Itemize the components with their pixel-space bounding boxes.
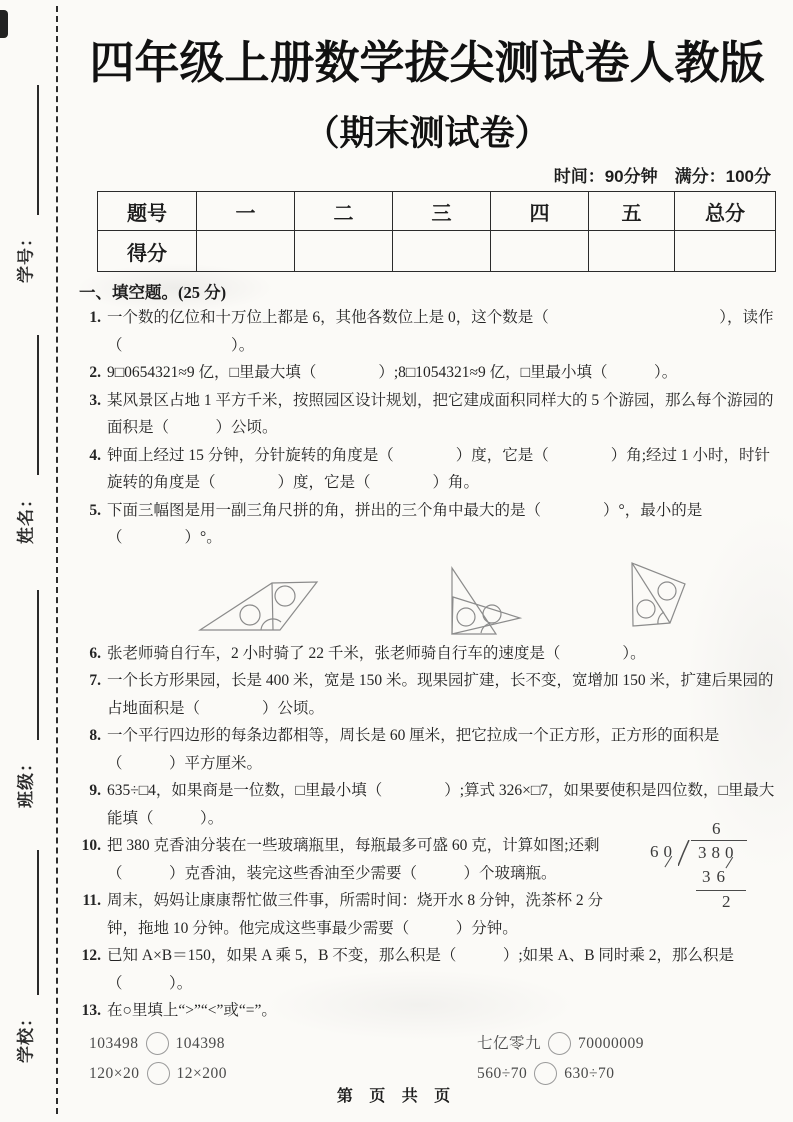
- comparison-exercises: [89, 1029, 749, 1089]
- score-cell-empty: [393, 231, 491, 272]
- score-table: [97, 191, 776, 272]
- set-square-figure-1: [200, 582, 317, 630]
- scan-smudge: [0, 10, 8, 38]
- question-number: 9.: [89, 782, 101, 799]
- score-table-col-total: 总分: [675, 192, 776, 231]
- question-text: 635÷□4，如果商是一位数，□里最小填（ ）;算式 326×□7，如果要使积是四位数，□里最大能填（ ）。: [107, 782, 775, 827]
- binding-dashed-line: [56, 6, 58, 1114]
- question-5: [77, 497, 777, 552]
- question-text: 一个长方形果园，长是 400 米，宽是 150 米。现果园扩建，长不变，宽增加 150 米，扩建后果园的占地面积是（ ）公顷。: [107, 672, 774, 717]
- question-number: 7.: [89, 672, 101, 689]
- question-number: 8.: [89, 727, 101, 744]
- question-1: [77, 304, 777, 359]
- angle-circle: [637, 600, 655, 618]
- angle-circle: [240, 605, 260, 625]
- question-text: 9□0654321≈9 亿，□里最大填（ ）;8□1054321≈9 亿，□里最小填（ ）。: [107, 364, 678, 381]
- score-cell-empty: [295, 231, 393, 272]
- long-division-divisor: 60: [650, 842, 677, 861]
- question-7: [77, 667, 777, 722]
- question-number: 11.: [82, 892, 101, 909]
- section-heading-points: (25 分): [178, 283, 227, 302]
- question-text: 把 380 克香油分装在一些玻璃瓶里，每瓶最多可盛 60 克，计算如图;还剩（ ）克香油，装完这些香油至少需要（ ）个玻璃瓶。: [107, 837, 600, 882]
- question-number: 1.: [89, 309, 101, 326]
- question-number: 3.: [89, 391, 101, 409]
- question-3: [77, 387, 777, 442]
- angle-circle: [457, 608, 475, 626]
- question-text: 一个数的亿位和十万位上都是 6，其他各数位上是 0，这个数是（ ），读作（ ）。: [107, 309, 774, 354]
- question-number: 5.: [89, 501, 101, 519]
- long-division-main-row: [650, 840, 780, 866]
- comparison-right: 104398: [175, 1034, 225, 1052]
- score-table-col-2: 二: [295, 192, 393, 231]
- comparison-item: [89, 1029, 419, 1059]
- class-write-line: [37, 590, 39, 740]
- question-text: 某风景区占地 1 平方千米，按照园区设计规划，把它建成面积同样大的 5 个游园，那么每个游园的面积是（ ）公顷。: [107, 391, 774, 436]
- compare-circle-blank: [146, 1032, 169, 1055]
- question-12: [77, 942, 777, 997]
- school-write-line: [37, 850, 39, 995]
- question-number: 13.: [81, 1002, 101, 1019]
- angle-circle: [483, 605, 501, 623]
- compare-circle-blank: [147, 1062, 170, 1085]
- question-2: [77, 359, 777, 387]
- score-table-question-number-header: 题号: [98, 192, 197, 231]
- compare-circle-blank: [534, 1062, 557, 1085]
- long-division-dividend: 380: [691, 840, 747, 866]
- question-text: 一个平行四边形的每条边都相等，周长是 60 厘米，把它拉成一个正方形，正方形的面积是（ ）平方厘米。: [107, 727, 720, 772]
- angle-circle: [658, 582, 676, 600]
- long-division-quotient: 6: [712, 819, 727, 838]
- question-number: 4.: [89, 446, 101, 464]
- name-label: 姓名：: [16, 490, 36, 544]
- class-label: 班级：: [16, 754, 36, 808]
- section-heading-main: 一、填空题。: [79, 283, 178, 302]
- score-cell-empty: [589, 231, 675, 272]
- page-footer: 第 页 共 页: [336, 1088, 457, 1105]
- comparison-right: 12×200: [176, 1064, 227, 1082]
- question-number: 12.: [81, 947, 101, 964]
- struck-zero: 0: [725, 843, 739, 862]
- comparison-item: [419, 1029, 749, 1059]
- comparison-left: 103498: [89, 1034, 139, 1052]
- question-text: 在○里填上“>”“<”或“=”。: [107, 1002, 277, 1019]
- question-number: 10.: [81, 837, 101, 854]
- score-table-col-1: 一: [197, 192, 295, 231]
- question-8: [77, 722, 777, 777]
- long-division-subtrahend: 36: [696, 866, 746, 891]
- question-text: 张老师骑自行车，2 小时骑了 22 千米，张老师骑自行车的速度是（ ）。: [107, 644, 646, 662]
- long-division-figure: [650, 818, 780, 913]
- section-heading: [79, 281, 777, 304]
- question-text: 周末，妈妈让康康帮忙做三件事，所需时间：烧开水 8 分钟，洗茶杯 2 分钟，拖地 10 分钟。他完成这些事最少需要（ ）分钟。: [107, 892, 604, 937]
- exam-time-score-meta: 时间：90分钟 满分：100分: [553, 167, 771, 186]
- paper-content: [77, 0, 777, 1089]
- question-6: [77, 640, 777, 668]
- score-table-col-4: 四: [491, 192, 589, 231]
- score-table-header-row: [98, 192, 776, 231]
- question-number: 2.: [89, 364, 101, 381]
- question-13: [77, 997, 777, 1025]
- score-cell-empty: [197, 231, 295, 272]
- school-label: 学校：: [16, 1009, 36, 1063]
- division-bracket: [678, 840, 690, 866]
- set-square-figure-3: [632, 563, 685, 626]
- set-square-figure-2: [452, 568, 520, 634]
- compare-circle-blank: [548, 1032, 571, 1055]
- question-text: 下面三幅图是用一副三角尺拼的角，拼出的三个角中最大的是（ ）°，最小的是（ ）°。: [107, 501, 703, 546]
- score-table-score-header: 得分: [98, 231, 197, 272]
- angle-arc: [261, 618, 281, 629]
- score-table-col-5: 五: [589, 192, 675, 231]
- long-division-remainder: 2: [722, 892, 731, 911]
- score-table-score-row: [98, 231, 776, 272]
- comparison-left: 120×20: [89, 1064, 140, 1082]
- question-4: [77, 442, 777, 497]
- paper-title: 四年级上册数学拔尖测试卷人教版: [89, 37, 765, 88]
- comparison-left: 560÷70: [477, 1064, 528, 1082]
- comparison-left: 七亿零九: [477, 1034, 542, 1052]
- angle-arc: [658, 612, 664, 624]
- comparison-row: [89, 1029, 749, 1059]
- question-number: 6.: [89, 644, 101, 662]
- question-text: 钟面上经过 15 分钟，分针旋转的角度是（ ）度，它是（ ）角;经过 1 小时，时针旋转的角度是（ ）度，它是（ ）角。: [107, 446, 771, 491]
- comparison-right: 630÷70: [564, 1064, 615, 1082]
- paper-subtitle: （期末测试卷）: [304, 114, 550, 153]
- score-cell-empty: [675, 231, 776, 272]
- question-text: 已知 A×B＝150，如果 A 乘 5，B 不变，那么积是（ ）;如果 A、B 同时乘 2，那么积是（ ）。: [107, 947, 735, 992]
- name-write-line: [37, 335, 39, 475]
- angle-circle: [275, 586, 295, 606]
- comparison-right: 70000009: [578, 1034, 645, 1052]
- student-id-write-line: [37, 85, 39, 215]
- student-id-label: 学号：: [16, 229, 36, 283]
- score-cell-empty: [491, 231, 589, 272]
- set-square-figures: [77, 555, 777, 639]
- struck-zero: 0: [663, 842, 677, 861]
- score-table-col-3: 三: [393, 192, 491, 231]
